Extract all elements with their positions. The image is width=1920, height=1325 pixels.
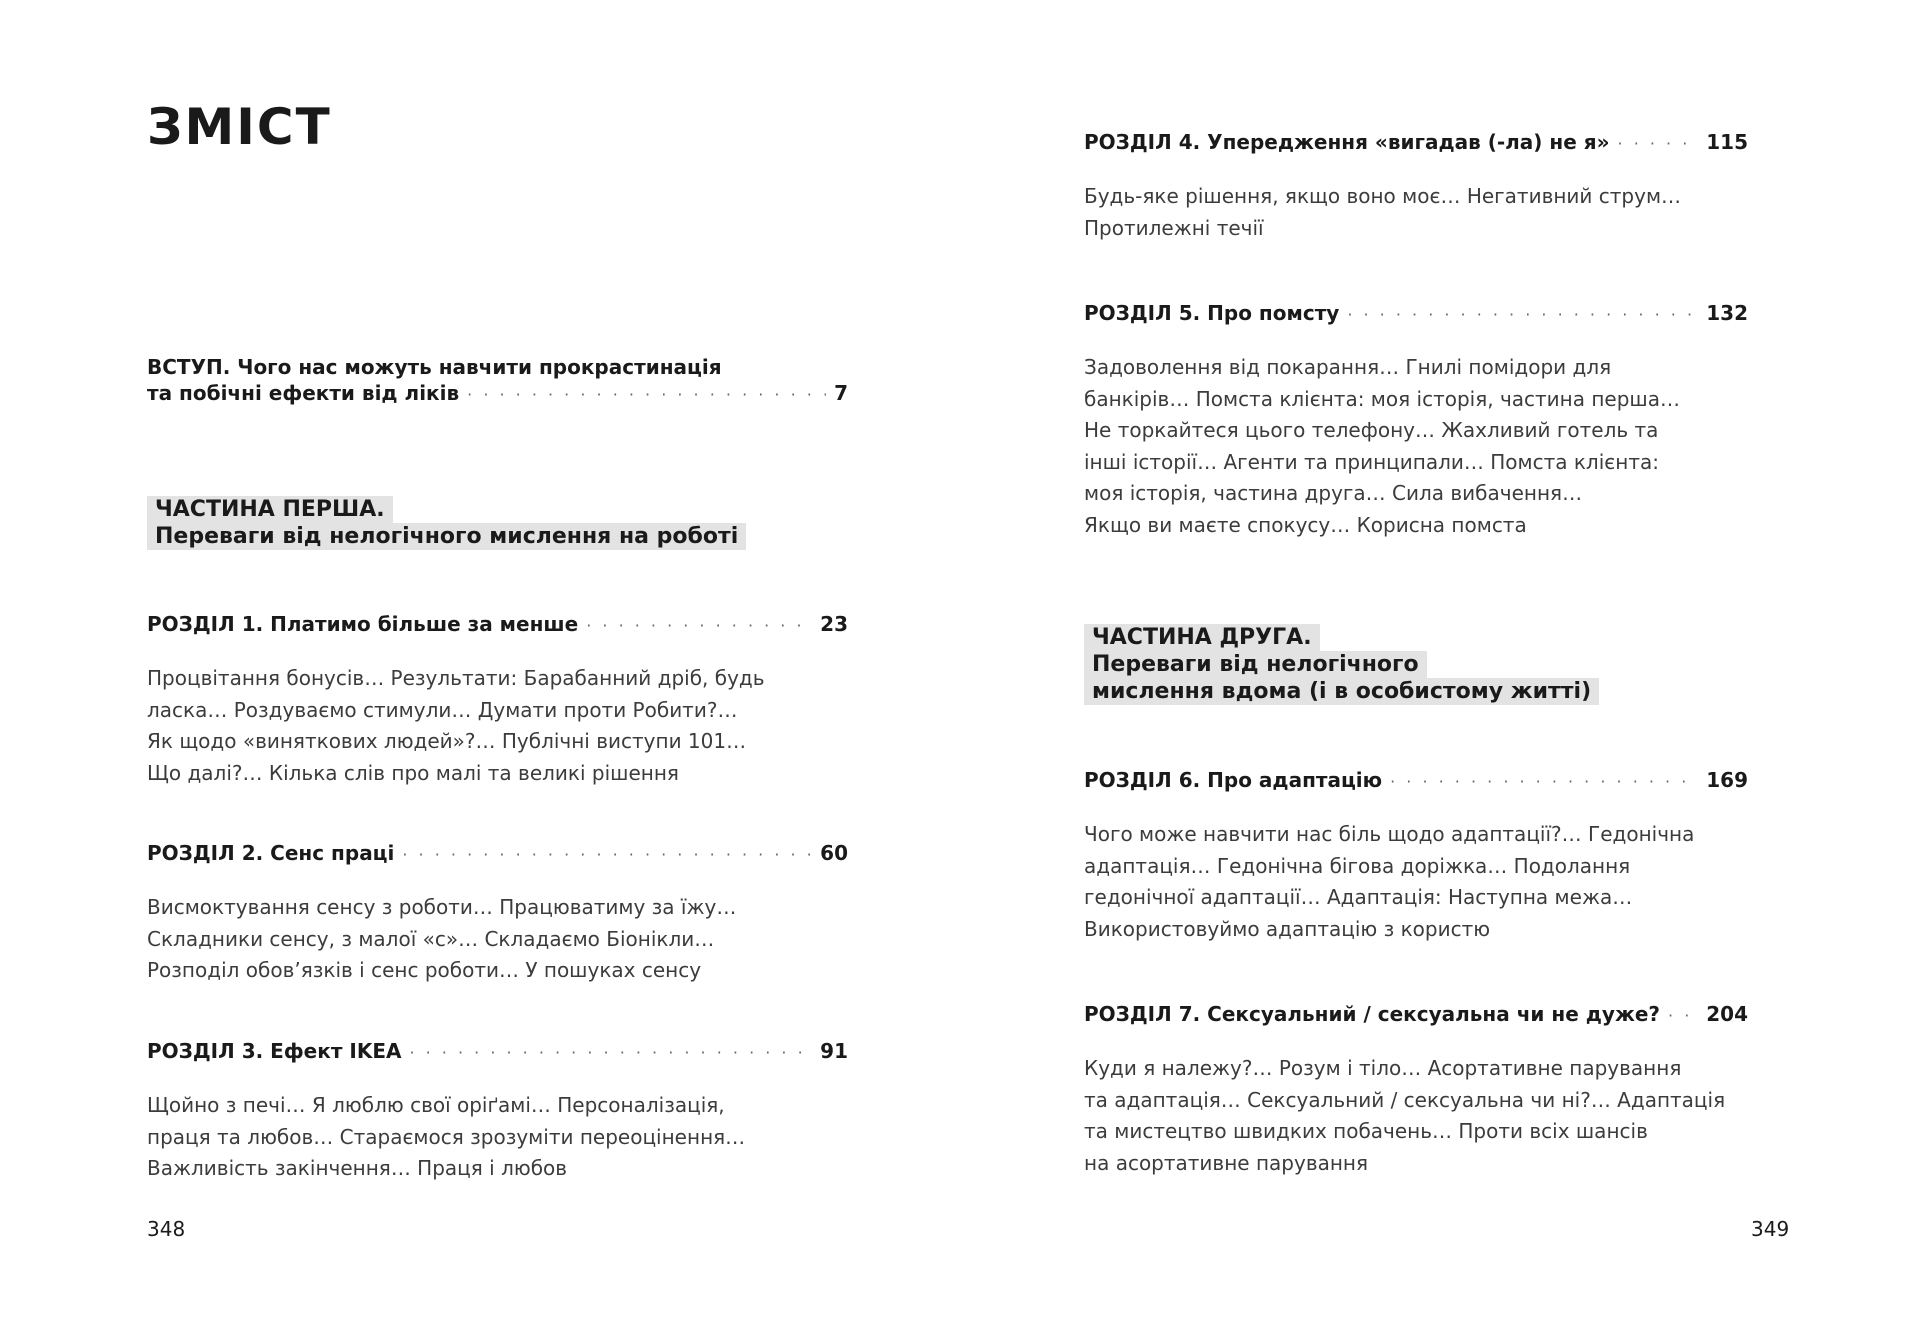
part-one-title: Переваги від нелогічного мислення на роботі [147,523,746,550]
subsection-line: праця та любов… Стараємося зрозуміти переоцінення… [147,1124,746,1149]
chapter-6-entry [1084,767,1748,945]
chapter-5-page-number: 132 [1706,301,1748,325]
dot-leader [402,842,812,868]
chapter-3-page-number: 91 [820,1039,848,1063]
right-page [960,0,1920,1325]
chapter-4-entry [1084,129,1748,244]
chapter-4-page-number: 115 [1706,130,1748,154]
subsection-line: ласка… Роздуваємо стимули… Думати проти Робити?… [147,697,738,722]
subsection-line: та мистецтво швидких побачень… Проти всіх шансів [1084,1119,1648,1143]
chapter-2-page-number: 60 [820,841,848,865]
subsection-line: Використовуймо адаптацію з користю [1084,916,1491,941]
chapter-6-subsections [1084,819,1748,945]
chapter-4-title: РОЗДІЛ 4. Упередження «вигадав (-ла) не я» [1084,130,1610,154]
subsection-line: Якщо ви маєте спокусу… Корисна помста [1084,512,1527,537]
dot-leader [1390,769,1698,795]
intro-title-line2: та побічні ефекти від ліків [147,381,460,405]
page-number-left: 348 [147,1217,186,1241]
subsection-line: Розподіл обов’язків і сенс роботи… У пошуках сенсу [147,958,702,982]
subsection-line: Висмоктування сенсу з роботи… Працюватиму за їжу… [147,895,737,919]
intro-title-line1: ВСТУП. Чого нас можуть навчити прокрастинація [147,355,722,379]
chapter-2-subsections [147,892,848,987]
chapter-5-entry [1084,300,1748,541]
subsection-line: інші історії… Агенти та принципали… Помста клієнта: [1084,449,1659,474]
chapter-4-subsections [1084,181,1748,244]
chapter-7-subsections [1084,1053,1748,1179]
chapter-2-title: РОЗДІЛ 2. Сенс праці [147,841,395,865]
subsection-line: Що далі?… Кілька слів про малі та великі рішення [147,760,679,785]
intro-page-number: 7 [834,381,848,405]
subsection-line: Куди я належу?… Розум і тіло… Асортативне парування [1084,1056,1682,1080]
subsection-line: Будь-яке рішення, якщо воно моє… Негативний струм… [1084,184,1682,208]
subsection-line: Процвітання бонусів… Результати: Барабанний дріб, будь [147,666,765,690]
subsection-line: та адаптація… Сексуальний / сексуальна чи ні?… Адаптація [1084,1087,1726,1112]
chapter-6-page-number: 169 [1706,768,1748,792]
subsection-line: Задоволення від покарання… Гнилі помідори для [1084,355,1612,379]
subsection-line: на асортативне парування [1084,1150,1369,1175]
chapter-7-entry [1084,1001,1748,1179]
chapter-6-title: РОЗДІЛ 6. Про адаптацію [1084,768,1383,792]
chapter-1-subsections [147,663,848,789]
subsection-line: адаптація… Гедонічна бігова доріжка… Подолання [1084,853,1631,878]
page-number-right: 349 [1751,1217,1790,1241]
dot-leader [1347,302,1698,328]
chapter-2-entry [147,840,848,987]
part-two-heading [1084,624,1599,705]
subsection-line: Чого може навчити нас біль щодо адаптації?… Гедонічна [1084,822,1695,846]
chapter-7-page-number: 204 [1706,1002,1748,1026]
page-title: ЗМІСТ [147,98,332,156]
dot-leader [467,382,826,408]
dot-leader [409,1040,812,1066]
chapter-3-title: РОЗДІЛ 3. Ефект ІKEA [147,1039,402,1063]
dot-leader [1668,1003,1698,1029]
subsection-line: Як щодо «виняткових людей»?… Публічні виступи 101… [147,729,747,753]
subsection-line: Складники сенсу, з малої «с»… Складаємо Біонікли… [147,926,715,951]
chapter-3-subsections [147,1090,848,1185]
chapter-1-page-number: 23 [820,612,848,636]
part-one-heading [147,496,746,550]
chapter-5-subsections [1084,352,1748,541]
part-two-title-line1: Переваги від нелогічного [1084,651,1427,678]
chapter-5-title: РОЗДІЛ 5. Про помсту [1084,301,1340,325]
subsection-line: Щойно з печі… Я люблю свої оріґамі… Персоналізація, [147,1093,725,1117]
chapter-3-entry [147,1038,848,1185]
dot-leader [586,613,812,639]
subsection-line: Не торкайтеся цього телефону… Жахливий готель та [1084,418,1659,442]
chapter-1-title: РОЗДІЛ 1. Платимо більше за менше [147,612,579,636]
intro-entry [147,354,848,408]
part-one-label: ЧАСТИНА ПЕРША. [147,496,393,523]
dot-leader [1618,131,1699,157]
part-two-label: ЧАСТИНА ДРУГА. [1084,624,1320,651]
subsection-line: гедонічної адаптації… Адаптація: Наступна межа… [1084,885,1633,909]
chapter-1-entry [147,611,848,789]
part-two-title-line2: мислення вдома (і в особистому житті) [1084,678,1599,705]
chapter-7-title: РОЗДІЛ 7. Сексуальний / сексуальна чи не дуже? [1084,1002,1661,1026]
subsection-line: моя історія, частина друга… Сила вибачення… [1084,481,1583,505]
subsection-line: банкірів… Помста клієнта: моя історія, частина перша… [1084,386,1680,411]
subsection-line: Протилежні течії [1084,215,1264,240]
subsection-line: Важливість закінчення… Праця і любов [147,1156,568,1180]
